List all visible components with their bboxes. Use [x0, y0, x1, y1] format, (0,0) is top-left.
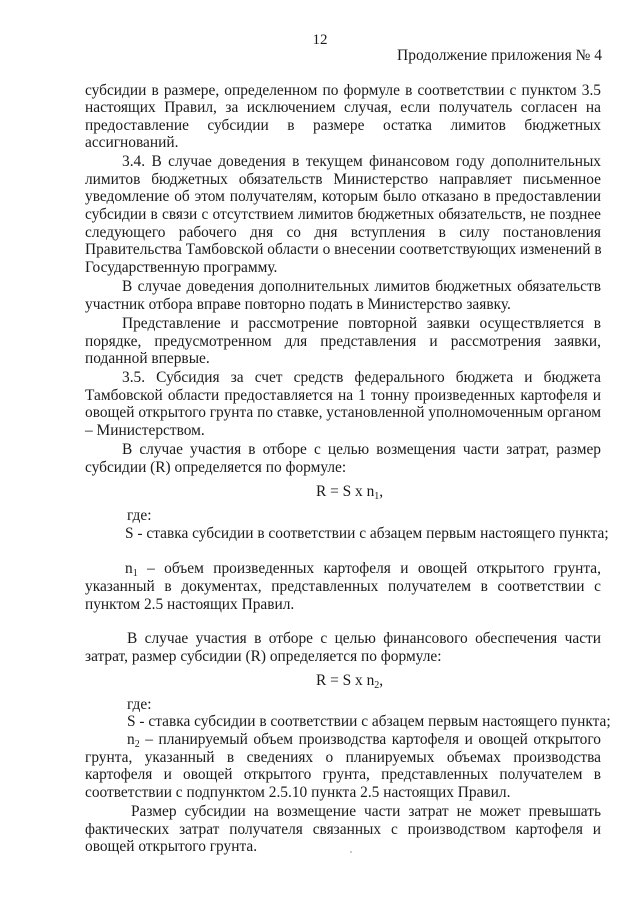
text-line: ассигнований.: [85, 134, 179, 151]
formula-2-tail: ,: [379, 672, 384, 689]
text-line: В случае участия в отборе с целью финансового обеспечения части: [127, 630, 601, 647]
text-line: где:: [127, 507, 152, 524]
text-line: Представление и рассмотрение повторной заявки осуществляется в: [122, 315, 601, 332]
text-line: овощей открытого грунта по ставке, установленной уполномоченным органом: [85, 404, 602, 421]
text-line: предоставление субсидии в размере остатка лимитов бюджетных: [85, 117, 601, 134]
text-line: S - ставка субсидии в соответствии с абзацем первым настоящего пункта;: [125, 525, 609, 542]
text-line: овощей открытого грунта.: [85, 838, 258, 855]
text-line: следующего рабочего дня со дня вступления в силу постановления: [85, 224, 601, 241]
text-line: пунктом 2.5 настоящих Правил.: [85, 596, 295, 613]
text-line: картофеля и овощей открытого грунта, представленных получателем в: [85, 766, 601, 783]
text-line: затрат, размер субсидии (R) определяется по формуле:: [85, 648, 442, 665]
text-line: соответствии с подпунктом 2.5.10 пункта 2.5 настоящих Правил.: [85, 784, 511, 801]
text-line: Государственную программу.: [85, 259, 278, 276]
appendix-header: Продолжение приложения № 4: [397, 47, 602, 64]
text-line: настоящих Правил, за исключением случая, если получатель согласен на: [85, 99, 601, 116]
page-number: 12: [312, 32, 328, 48]
formula-1-tail: ,: [379, 483, 384, 500]
text-line: субсидии в размере, определенном по формуле в соответствии с пунктом 3.5: [85, 82, 601, 99]
text-line: 3.5. Субсидия за счет средств федерального бюджета и бюджета: [122, 369, 601, 386]
scan-speck: [350, 851, 352, 853]
formula-2-subscript: 2: [374, 680, 380, 691]
text-line: грунта, указанный в сведениях о планируемых объемах производства: [85, 749, 601, 766]
text-line: субсидии в связи с отсутствием лимитов бюджетных обязательств, не позднее: [85, 206, 601, 223]
text-line: участник отбора вправе повторно подать в Министерство заявку.: [85, 296, 511, 313]
text-line: поданной впервые.: [85, 350, 210, 367]
text-line-n2: $n_2$ – планируемый объем производства картофеля и овощей открытого: [127, 731, 601, 750]
formula-2-main: R = S x n: [316, 672, 375, 689]
text-line: лимитов бюджетных обязательств Министерство направляет письменное: [85, 171, 601, 188]
text-line: В случае доведения дополнительных лимитов бюджетных обязательств: [122, 278, 601, 295]
text-line: – Министерством.: [85, 422, 205, 439]
variable-n1: $n_1$: [125, 560, 138, 579]
text-line: фактических затрат получателя связанных с производством картофеля и: [85, 821, 601, 838]
text-line: порядке, предусмотренном для представления и рассмотрения заявки,: [85, 333, 601, 350]
text-line: Размер субсидии на возмещение части затрат не может превышать: [131, 803, 601, 820]
variable-n2: $n_2$: [127, 731, 140, 750]
text-line: 3.4. В случае доведения в текущем финансовом году дополнительных: [122, 153, 601, 170]
text-line: уведомление об этом получателям, которым было отказано в предоставлении: [85, 188, 601, 205]
text-line: В случае участия в отборе с целью возмещения части затрат, размер: [122, 441, 601, 458]
text-line: субсидии (R) определяется по формуле:: [85, 459, 347, 476]
text-line-n1: $n_1$ – объем произведенных картофеля и овощей открытого грунта,: [125, 560, 601, 579]
text-line: Правительства Тамбовской области о внесении соответствующих изменений в: [85, 241, 602, 258]
formula-1-subscript: 1: [374, 491, 380, 502]
formula-1-main: R = S x n: [316, 483, 375, 500]
text-line: где:: [127, 696, 152, 713]
text-line: указанный в документах, представленных получателем в соответствии с: [85, 578, 601, 595]
formula-1: [316, 483, 383, 502]
formula-2: [316, 672, 383, 691]
text-line: Тамбовской области предоставляется на 1 тонну произведенных картофеля и: [85, 387, 601, 404]
text-line: S - ставка субсидии в соответствии с абзацем первым настоящего пункта;: [127, 713, 611, 730]
